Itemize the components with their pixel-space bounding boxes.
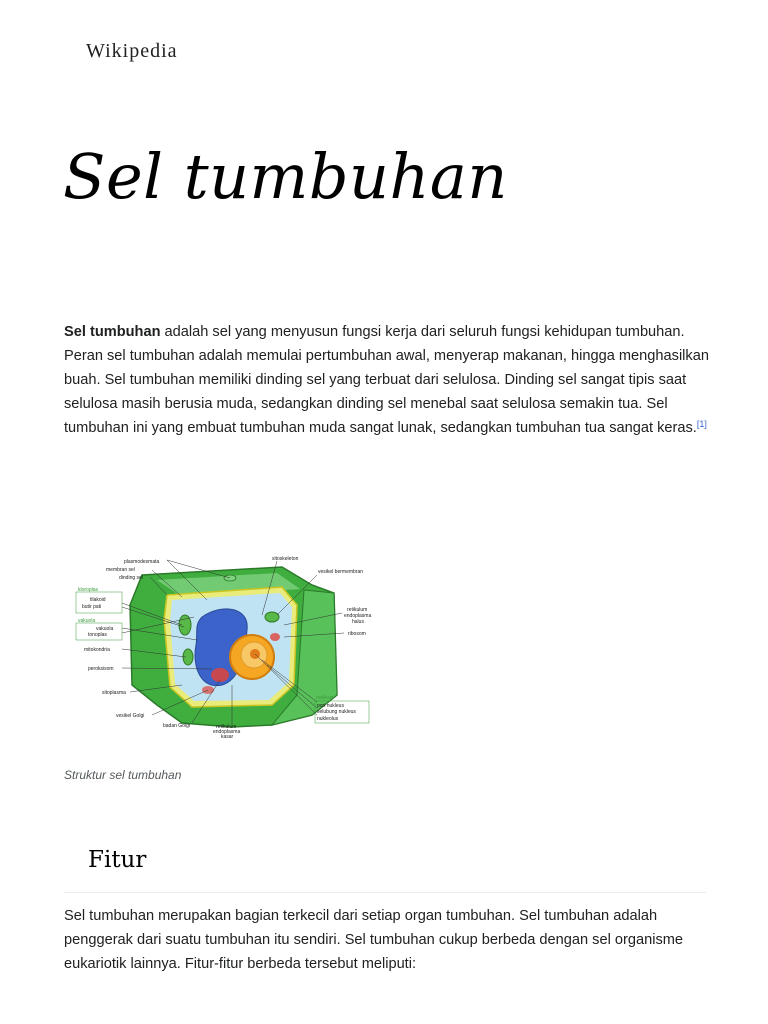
label-butir-pati: butir pati — [82, 604, 102, 610]
lead-paragraph — [64, 320, 714, 440]
label-membran-sel: membran sel — [106, 567, 135, 573]
label-retikulum-kasar-3: kasar — [221, 734, 234, 740]
label-tilakoid: tilakoid — [90, 597, 106, 603]
label-nukleus: nukleus — [316, 695, 334, 701]
plant-cell-diagram[interactable] — [72, 545, 382, 745]
label-kloroplas: kloroplas — [78, 587, 99, 593]
label-vakuola: vakuola — [96, 626, 114, 632]
label-sitoplasma: sitoplasma — [102, 690, 126, 696]
label-nukleolus: nukleolus — [317, 716, 339, 722]
reference-link[interactable]: [1] — [696, 419, 707, 429]
section-heading-fitur[interactable]: Fitur — [88, 847, 147, 873]
label-badan-golgi: badan Golgi — [163, 723, 190, 729]
label-retikulum-kasar-2: endoplasma — [213, 729, 241, 735]
lead-bold-term: Sel tumbuhan — [64, 324, 161, 340]
page-title: Sel tumbuhan — [63, 140, 508, 213]
label-dinding-sel: dinding sel — [119, 575, 143, 581]
label-retikulum-kasar-1: retikulum — [216, 724, 237, 730]
label-vakuola-group: vakuola — [78, 618, 96, 624]
label-plasmodesmata: plasmodesmata — [124, 559, 160, 565]
label-sitoskeleton: sitoskeleton — [272, 556, 299, 562]
wikipedia-logo[interactable]: Wikipedia — [86, 40, 178, 62]
label-retikulum-halus-3: halus — [352, 619, 364, 625]
label-pori-nukleus: pori nukleus — [317, 703, 344, 709]
section-divider — [64, 892, 706, 893]
label-selubung-nukleus: selubung nukleus — [317, 709, 356, 715]
label-peroksisom: peroksisom — [88, 666, 114, 672]
label-tonoplas: tonoplas — [88, 632, 107, 638]
section-paragraph: Sel tumbuhan merupakan bagian terkecil dari setiap organ tumbuhan. Sel tumbuhan adalah penggerak dari suatu tumbuhan itu sendiri. Sel tumbuhan cukup berbeda dengan sel organisme eukariotik lainnya. Fitur-fitur berbeda tersebut meliputi: — [64, 908, 684, 972]
label-mitokondria: mitokondria — [84, 647, 110, 653]
figure-caption: Struktur sel tumbuhan — [64, 768, 182, 782]
label-vesikel-golgi: vesikel Golgi — [116, 713, 145, 719]
plant-cell-illustration — [72, 545, 382, 745]
lead-text: adalah sel yang menyusun fungsi kerja dari seluruh fungsi kehidupan tumbuhan. Peran sel tumbuhan adalah memulai pertumbuhan awal, menyerap makanan, hingga menghasilkan buah. Sel tumbuhan memiliki dinding sel yang terbuat dari selulosa. Dinding sel sangat tipis saat selulosa masih berusia muda, sedangkan dinding sel menebal saat selulosa semakin tua. Sel tumbuhan ini yang embuat tumbuhan muda sangat lunak, sedangkan tumbuhan tua sangat keras. — [64, 324, 709, 436]
label-vesikel-bermembran: vesikel bermembran — [318, 569, 364, 575]
label-retikulum-halus-1: retikulum — [347, 607, 368, 613]
label-retikulum-halus-2: endoplasma — [344, 613, 372, 619]
label-ribosom: ribosom — [348, 631, 366, 637]
